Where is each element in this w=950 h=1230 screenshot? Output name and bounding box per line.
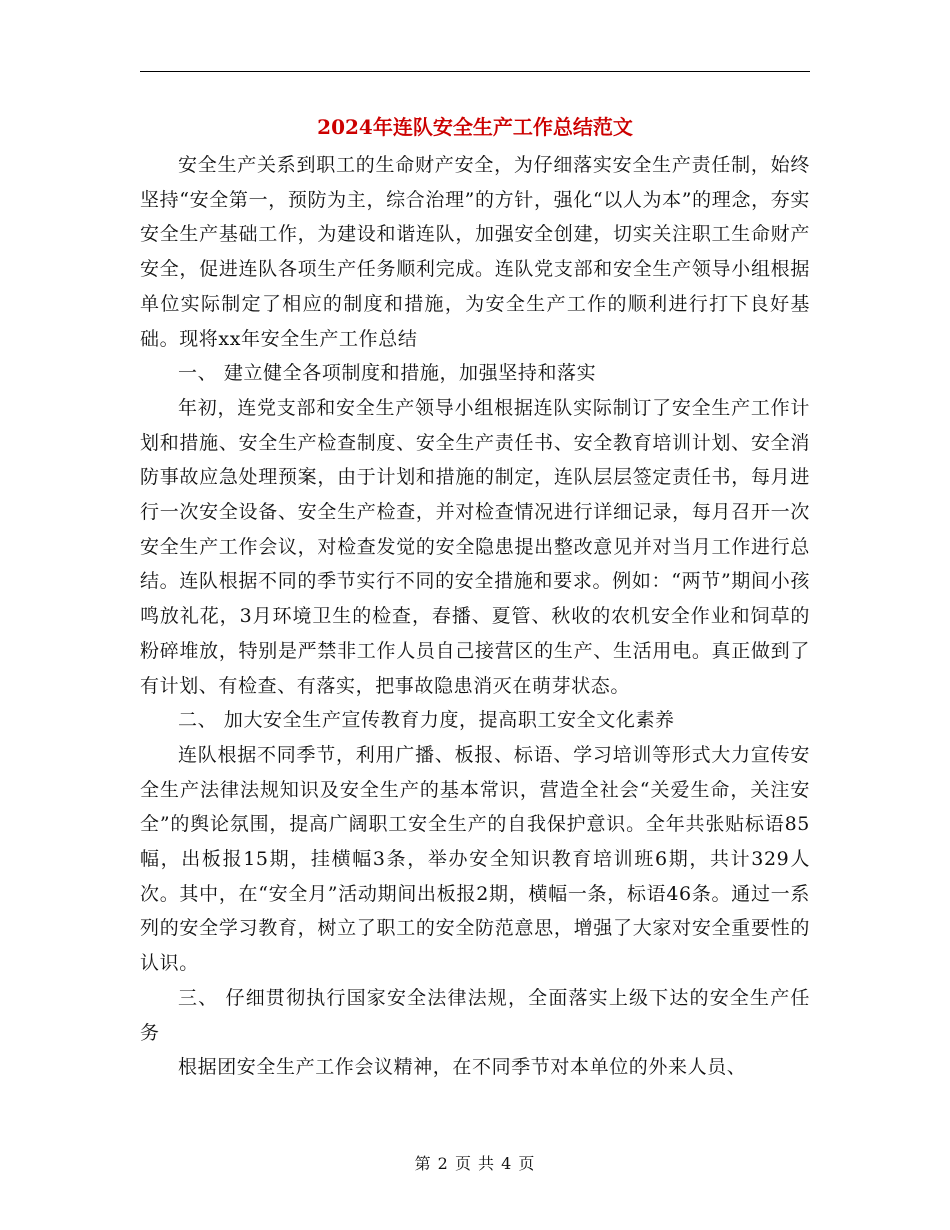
paragraph-intro: 安全生产关系到职工的生命财产安全，为仔细落实安全生产责任制，始终坚持“安全第一，预防为主，综合治理”的方针，强化“以人为本”的理念，夯实安全生产基础工作，为建设和谐连队，加强安全创建，切实关注职工生命财产安全，促进连队各项生产任务顺利完成。连队党支部和安全生产领导小组根据单位实际制定了相应的制度和措施，为安全生产工作的顺利进行打下良好基础。现将xx年安全生产工作总结 [140,154,810,350]
section-heading-3: 三、 仔细贯彻执行国家安全法律法规，全面落实上级下达的安全生产任务 [140,986,810,1044]
paragraph-section-2: 连队根据不同季节，利用广播、板报、标语、学习培训等形式大力宣传安全生产法律法规知识及安全生产的基本常识，营造全社会“关爱生命，关注安全”的舆论氛围，提高广阔职工安全生产的自我保护意识。全年共张贴标语85幅，出板报15期，挂横幅3条，举办安全知识教育培训班6期，共计329人次。其中，在“安全月”活动期间出板报2期，横幅一条，标语46条。通过一系列的安全学习教育，树立了职工的安全防范意思，增强了大家对安全重要性的认识。 [140,743,810,975]
page-footer: 第 2 页 共 4 页 [414,1154,536,1173]
paragraph-section-3: 根据团安全生产工作会议精神，在不同季节对本单位的外来人员、 [178,1056,747,1079]
document-body [140,148,810,1085]
header-rule [140,71,810,72]
document-title: 2024年连队安全生产工作总结范文 [317,115,633,139]
section-heading-2: 二、 加大安全生产宣传教育力度，提高职工安全文化素养 [178,709,675,732]
paragraph-section-1: 年初，连党支部和安全生产领导小组根据连队实际制订了安全生产工作计划和措施、安全生产检查制度、安全生产责任书、安全教育培训计划、安全消防事故应急处理预案，由于计划和措施的制定，连队层层签定责任书，每月进行一次安全设备、安全生产检查，并对检查情况进行详细记录，每月召开一次安全生产工作会议，对检查发觉的安全隐患提出整改意见并对当月工作进行总结。连队根据不同的季节实行不同的安全措施和要求。例如：“两节”期间小孩鸣放礼花，3月环境卫生的检查，春播、夏管、秋收的农机安全作业和饲草的粉碎堆放，特别是严禁非工作人员自己接营区的生产、生活用电。真正做到了有计划、有检查、有落实，把事故隐患消灭在萌芽状态。 [140,396,810,697]
section-heading-1: 一、 建立健全各项制度和措施，加强坚持和落实 [178,362,597,385]
